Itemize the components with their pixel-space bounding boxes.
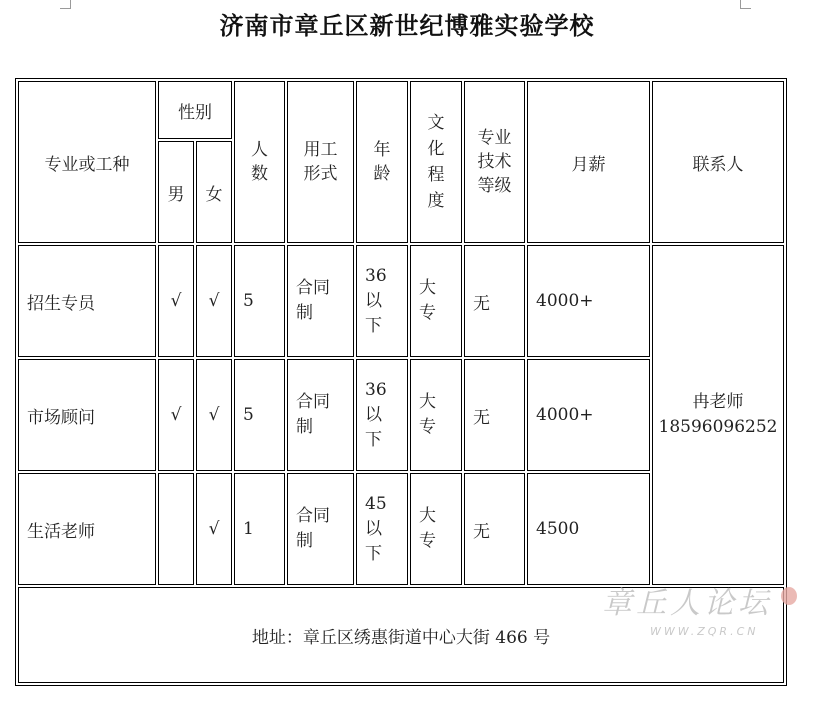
- row-skill: 无: [464, 245, 525, 357]
- header-position: 专业或工种: [18, 81, 156, 243]
- row-salary: 4500: [527, 473, 650, 585]
- contact-name: 冉老师: [692, 392, 744, 412]
- row-age: 36 以 下: [356, 245, 408, 357]
- forum-watermark: 章丘人论坛: [602, 586, 772, 621]
- header-male: 男: [158, 141, 194, 243]
- forum-watermark-url: WWW.ZQR.CN: [650, 625, 759, 638]
- row-education: 大 专: [410, 245, 462, 357]
- row-male: √: [158, 245, 194, 357]
- header-contact: 联系人: [652, 81, 784, 243]
- row-education: 大 专: [410, 473, 462, 585]
- contact-phone: 18596096252: [658, 417, 778, 437]
- header-skill: 专业 技术 等级: [464, 81, 525, 243]
- row-salary: 4000+: [527, 359, 650, 471]
- row-count: 1: [234, 473, 285, 585]
- header-education: 文 化 程 度: [410, 81, 462, 243]
- row-age: 36 以 下: [356, 359, 408, 471]
- address: 地址：章丘区绣惠街道中心大街 466 号: [18, 587, 784, 683]
- document-title: 济南市章丘区新世纪博雅实验学校: [219, 12, 595, 40]
- table-row: [18, 245, 784, 357]
- header-age: 年 龄: [356, 81, 408, 243]
- header-count: 人 数: [234, 81, 285, 243]
- row-skill: 无: [464, 473, 525, 585]
- header-gender: 性别: [158, 81, 232, 139]
- row-count: 5: [234, 359, 285, 471]
- row-male: [158, 473, 194, 585]
- row-salary: 4000+: [527, 245, 650, 357]
- row-female: √: [196, 359, 232, 471]
- header-salary: 月薪: [527, 81, 650, 243]
- row-female: √: [196, 245, 232, 357]
- row-male: √: [158, 359, 194, 471]
- row-position: 市场顾问: [18, 359, 156, 471]
- row-employment: 合同 制: [287, 245, 354, 357]
- row-count: 5: [234, 245, 285, 357]
- row-education: 大 专: [410, 359, 462, 471]
- row-employment: 合同 制: [287, 359, 354, 471]
- row-position: 生活老师: [18, 473, 156, 585]
- seal-stamp-icon: [781, 587, 797, 605]
- row-position: 招生专员: [18, 245, 156, 357]
- header-female: 女: [196, 141, 232, 243]
- header-employment: 用工 形式: [287, 81, 354, 243]
- contact-cell: [652, 245, 784, 585]
- row-skill: 无: [464, 359, 525, 471]
- row-age: 45 以 下: [356, 473, 408, 585]
- row-female: √: [196, 473, 232, 585]
- row-employment: 合同 制: [287, 473, 354, 585]
